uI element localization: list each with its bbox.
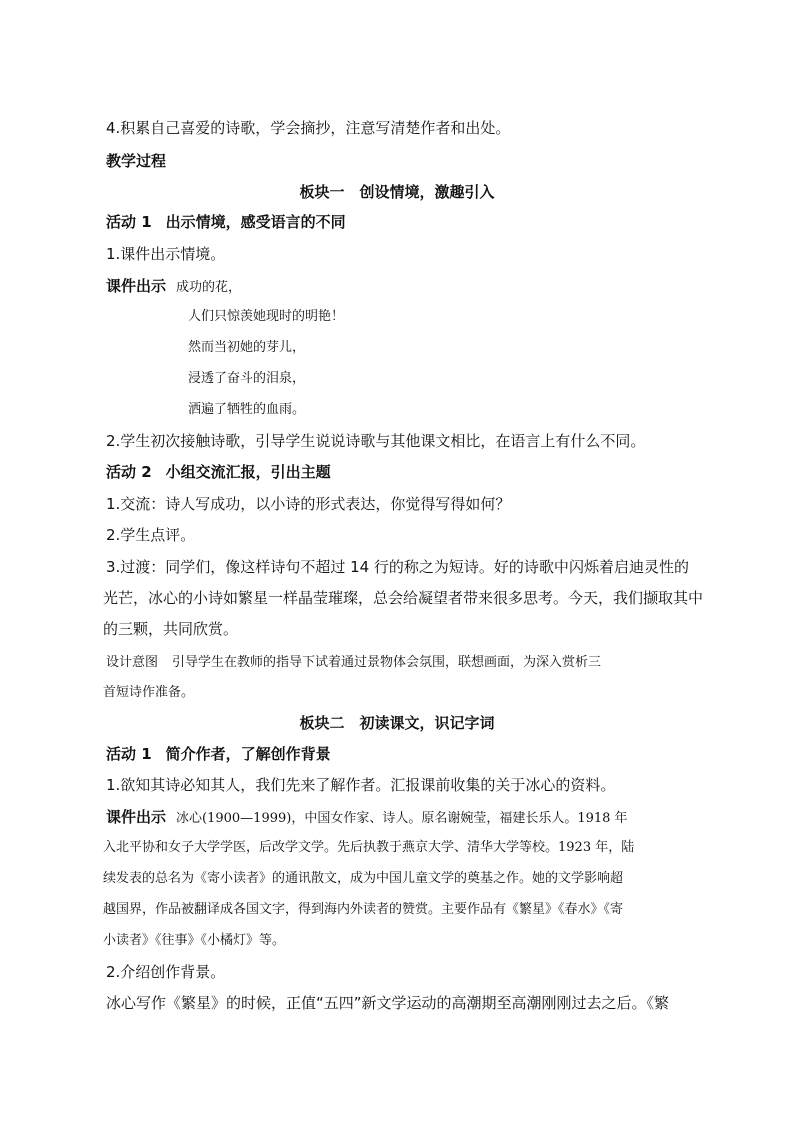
paragraph: 2.学生点评。 — [106, 526, 196, 544]
activity-label: 活动 2 — [106, 463, 152, 481]
activity-label: 活动 1 — [106, 745, 152, 763]
author-bio: 小读者》《往事》《小橘灯》等。 — [103, 933, 286, 948]
activity-heading — [106, 462, 331, 482]
paragraph: 2.学生初次接触诗歌，引导学生说说诗歌与其他课文相比，在语言上有什么不同。 — [106, 432, 646, 450]
paragraph: 冰心写作《繁星》的时候，正值“五四”新文学运动的高潮期至高潮刚刚过去之后。《繁 — [106, 994, 670, 1012]
activity-heading — [106, 744, 331, 764]
courseware-label: 课件出示 — [106, 808, 167, 826]
paragraph: 光芒，冰心的小诗如繁星一样晶莹璀璨，总会给凝望者带来很多思考。今天，我们撷取其中 — [103, 589, 704, 607]
paragraph: 1.交流：诗人写成功，以小诗的形式表达，你觉得写得如何？ — [106, 495, 511, 513]
poem-line: 人们只惊羡她现时的明艳！ — [188, 309, 345, 324]
paragraph: 1.欲知其诗必知其人，我们先来了解作者。汇报课前收集的关于冰心的资料。 — [106, 776, 616, 794]
design-intent-text: 首短诗作准备。 — [103, 685, 195, 700]
activity-title: 小组交流汇报，引出主题 — [165, 463, 331, 481]
courseware-block — [106, 276, 241, 298]
paragraph: 的三颗，共同欣赏。 — [103, 620, 239, 638]
block-two-title: 板块二 初读课文，识记字词 — [299, 714, 495, 732]
paragraph: 1.课件出示情境。 — [106, 245, 226, 263]
author-bio: 冰心(1900—1999)，中国女作家、诗人。原名谢婉莹，福建长乐人。1918 年 — [176, 811, 628, 826]
poem-line: 洒遍了牺牲的血雨。 — [188, 402, 306, 417]
poem-line: 成功的花， — [176, 280, 242, 295]
author-bio: 续发表的总名为《寄小读者》的通讯散文，成为中国儿童文学的奠基之作。她的文学影响超 — [103, 871, 624, 886]
activity-title: 出示情境，感受语言的不同 — [165, 213, 346, 231]
design-intent-label: 设计意图 — [106, 655, 159, 670]
poem-line: 然而当初她的芽儿， — [188, 340, 306, 355]
block-one-title: 板块一 创设情境，激趣引入 — [299, 183, 495, 201]
activity-heading — [106, 212, 346, 232]
activity-label: 活动 1 — [106, 213, 152, 231]
objective-4: 4.积累自己喜爱的诗歌，学会摘抄，注意写清楚作者和出处。 — [106, 119, 511, 137]
poem-line: 浸透了奋斗的泪泉， — [188, 371, 306, 386]
section-heading-teaching-process: 教学过程 — [106, 152, 167, 170]
design-intent-text: 引导学生在教师的指导下试着通过景物体会氛围，联想画面，为深入赏析三 — [172, 655, 602, 670]
design-intent — [106, 651, 601, 673]
courseware-label: 课件出示 — [106, 277, 167, 295]
paragraph: 2.介绍创作背景。 — [106, 963, 226, 981]
author-bio: 越国界，作品被翻译成各国文字，得到海内外读者的赞赏。主要作品有《繁星》《春水》《寄 — [103, 902, 624, 917]
paragraph: 3.过渡：同学们，像这样诗句不超过 14 行的称之为短诗。好的诗歌中闪烁着启迪灵性的 — [106, 558, 689, 576]
author-bio: 入北平协和女子大学学医，后改学文学。先后执教于燕京大学、清华大学等校。1923 年，陆 — [103, 840, 635, 855]
courseware-block — [106, 807, 628, 829]
activity-title: 简介作者，了解创作背景 — [165, 745, 331, 763]
